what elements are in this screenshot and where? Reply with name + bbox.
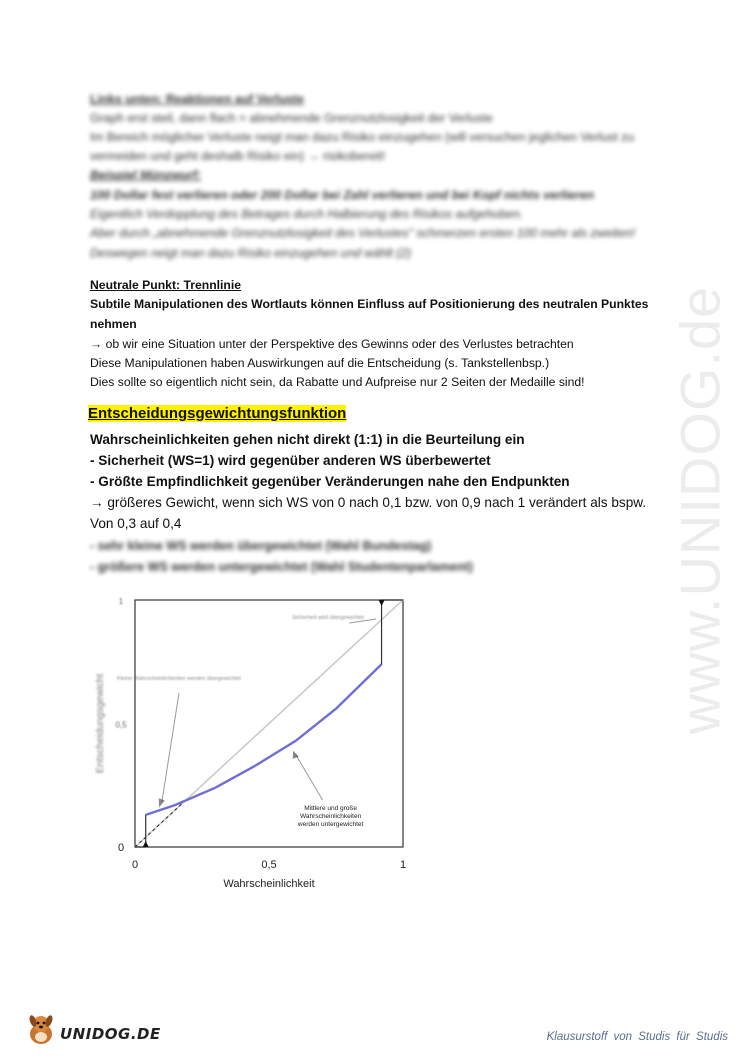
neutral-line: Diese Manipulationen haben Auswirkungen auf die Entscheidung (s. Tankstellenbsp.) (90, 356, 550, 370)
blurred-line: Eigentlich Verdopplung des Betrages durch Halbierung des Risikos aufgehoben. (90, 207, 524, 221)
blurred-line: Beispiel Münzwurf: (90, 168, 202, 182)
x-tick-label: 0 (131, 859, 139, 871)
dog-mascot-icon (24, 1012, 58, 1048)
annotation-mid-large-probabilities: werden untergewichtet (297, 821, 364, 828)
annotation-arrow (296, 755, 323, 800)
curve-marker (143, 841, 149, 847)
x-tick-label: 1 (399, 859, 407, 871)
blurred-line: Links unten: Reaktionen auf Verluste (90, 92, 305, 106)
neutral-line: Dies sollte so eigentlich nicht sein, da Rabatte und Aufpreise nur 2 Seiten der Medaille sind! (90, 375, 585, 389)
annotation-arrowhead (159, 798, 165, 807)
y-axis-label: Entscheidungsgewicht (95, 673, 106, 774)
section-line: → größeres Gewicht, wenn sich WS von 0 nach 0,1 bzw. von 0,9 nach 1 verändert als bspw. (90, 495, 647, 510)
neutral-line: Subtile Manipulationen des Wortlauts können Einfluss auf Positionierung des neutralen Punktes (90, 297, 649, 311)
annotation-mid-large-probabilities: Mittlere und große (304, 805, 358, 812)
logo-text: UNIDOG.DE (60, 1025, 161, 1043)
blurred-line: Aber durch „abnehmende Grenznutzlosigkeit des Verlustes" schmerzen ersten 100 mehr als zweiten! (90, 226, 636, 240)
blurred-line: vermeiden und geht deshalb Risiko ein) → risikobereit! (90, 149, 386, 163)
blurred-bullet: - sehr kleine WS werden übergewichtet (Wahl Bundestag) (90, 539, 432, 553)
section-line: - Größte Empfindlichkeit gegenüber Veränderungen nahe den Endpunkten (90, 474, 570, 489)
blurred-line: Im Bereich möglicher Verluste neigt man dazu Risiko einzugehen (will versuchen jeglichen Verlust zu (90, 130, 634, 144)
blurred-line: Deswegen neigt man dazu Risiko einzugehen und wählt (2) (90, 246, 412, 260)
section-line: Wahrscheinlichkeiten gehen nicht direkt (1:1) in die Beurteilung ein (90, 432, 525, 447)
annotation-arrow (162, 693, 179, 802)
section-line: Von 0,3 auf 0,4 (90, 516, 182, 531)
neutral-heading: Neutrale Punkt: Trennlinie (90, 278, 242, 292)
curve-marker (379, 600, 385, 606)
probability-weighting-chart (85, 585, 425, 900)
section-heading: Entscheidungsgewichtungsfunktion (88, 405, 347, 422)
footer-logo (24, 1012, 161, 1048)
blurred-bullet: - größere WS werden untergewichtet (Wahl Studentenparlament) (90, 560, 473, 574)
annotation-small-probabilities: Kleine Wahrscheinlichkeiten werden übergewichtet (117, 676, 241, 682)
weighting-curve (146, 664, 382, 815)
footer-tagline: Klausurstoff von Studis für Studis (546, 1031, 728, 1043)
annotation-mid-large-probabilities: Wahrscheinlichkeiten (300, 813, 362, 820)
neutral-line: nehmen (90, 317, 137, 331)
watermark (640, 260, 750, 760)
watermark-text: www.UNIDOG.de (668, 285, 732, 735)
section-heading-wrap (88, 405, 346, 423)
y-tick-label: 1 (118, 597, 124, 606)
section-line: - Sicherheit (WS=1) wird gegenüber anderen WS überbewertet (90, 453, 491, 468)
x-tick-label: 0,5 (261, 859, 277, 871)
blurred-line: 100 Dollar fest verlieren oder 200 Dollar bei Zahl verlieren und bei Kopf nichts verlieren (90, 188, 594, 202)
x-axis-label: Wahrscheinlichkeit (223, 878, 315, 890)
y-tick-label: 0,5 (115, 720, 127, 730)
y-tick-label: 0 (117, 842, 125, 854)
annotation-certainty: Sicherheit wird übergewichtet (292, 615, 364, 621)
blurred-line: Graph erst steil, dann flach = abnehmende Grenznutzlosigkeit der Verluste (90, 111, 493, 125)
neutral-line: → ob wir eine Situation unter der Perspektive des Gewinns oder des Verlustes betrachten (90, 337, 574, 351)
